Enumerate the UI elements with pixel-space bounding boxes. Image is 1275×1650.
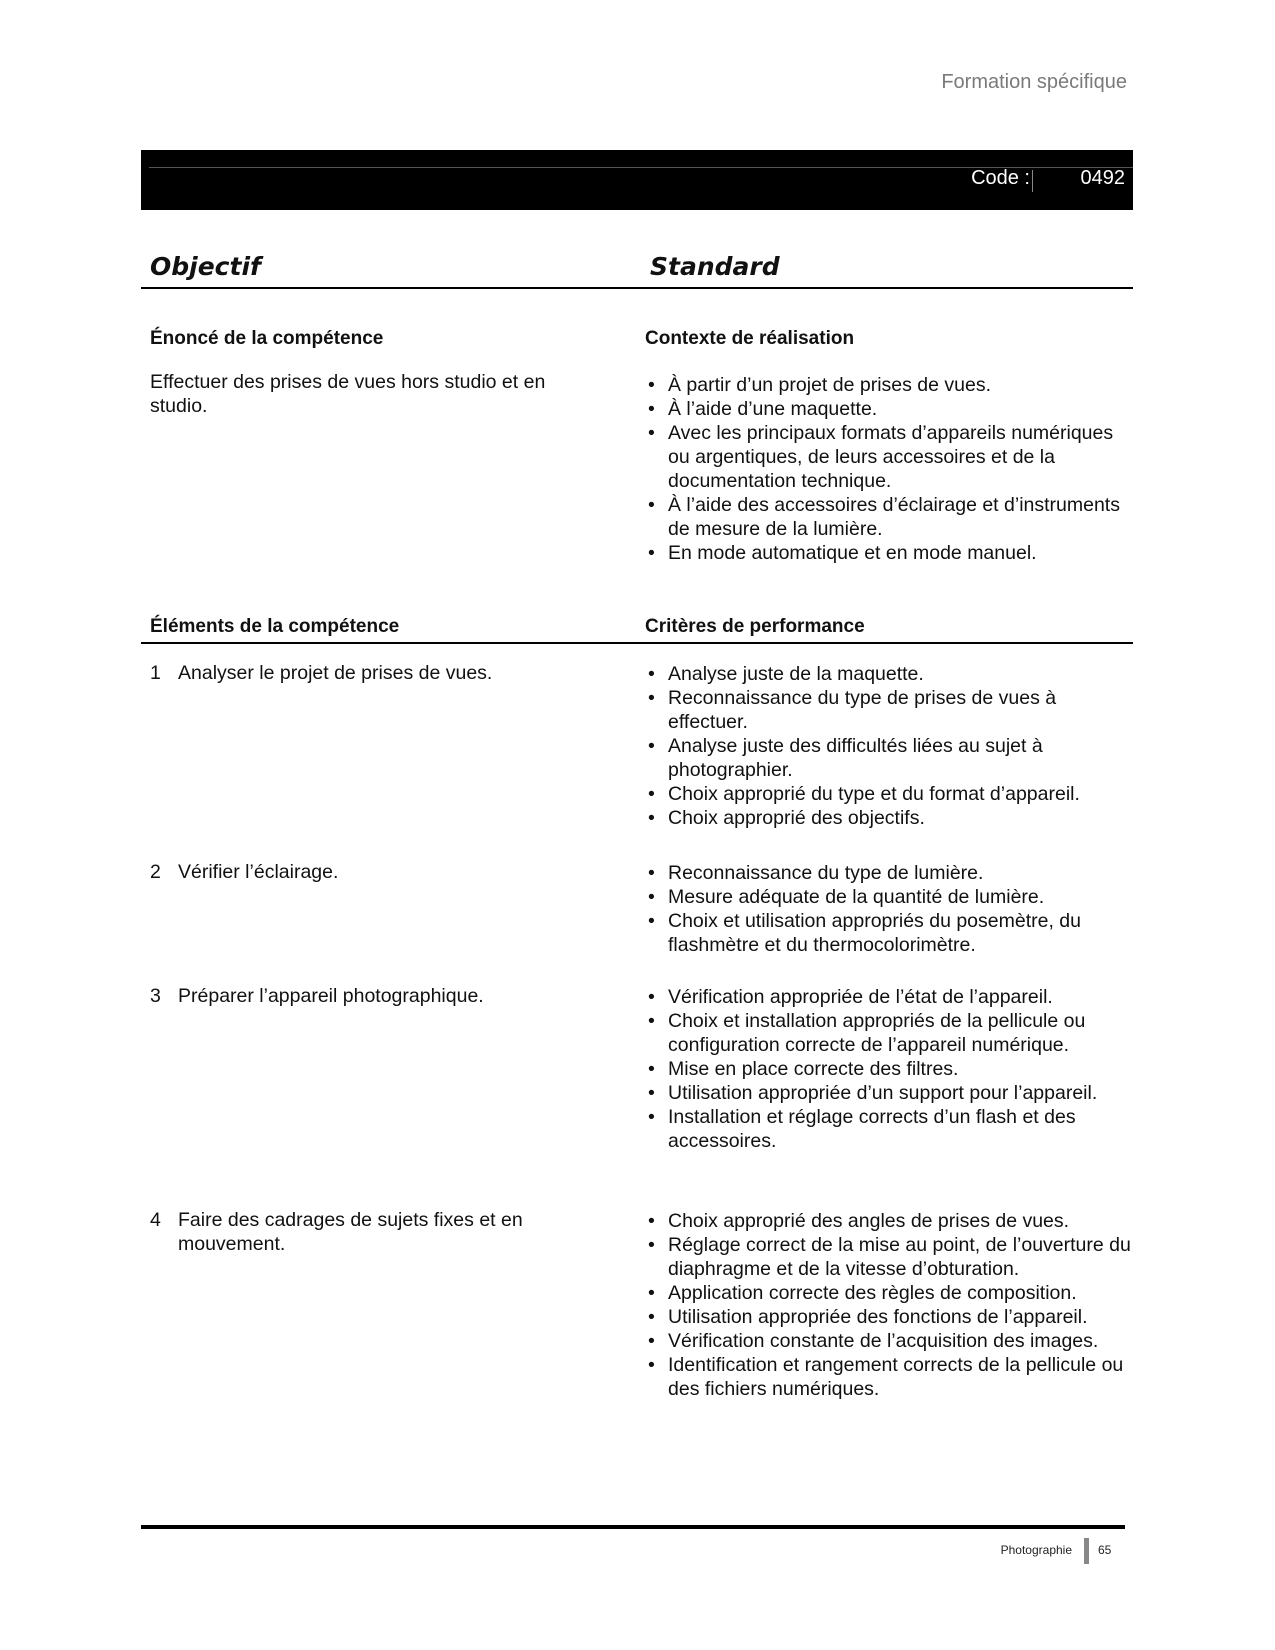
list-item: • Choix et utilisation appropriés du posemètre, du flashmètre et du thermocolorimètre. xyxy=(648,910,1081,956)
list-item: • À l’aide des accessoires d’éclairage et d’instruments de mesure de la lumière. xyxy=(648,494,1120,540)
section-header: Formation spécifique xyxy=(941,71,1127,93)
list-item: • Réglage correct de la mise au point, de l’ouverture du diaphragme et de la vitesse d’obturation. xyxy=(648,1234,1131,1280)
contexte-list xyxy=(645,373,1135,565)
element-4 xyxy=(150,1208,605,1256)
code-separator xyxy=(1032,170,1033,192)
list-item: • Reconnaissance du type de lumière. xyxy=(648,862,984,884)
list-item: • Analyse juste des difficultés liées au sujet à photographier. xyxy=(648,735,1043,781)
contexte-block xyxy=(645,328,1135,565)
code-label: Code : xyxy=(971,167,1030,189)
list-item: • À l’aide d’une maquette. xyxy=(648,398,878,420)
list-item: • Utilisation appropriée d’un support pour l’appareil. xyxy=(648,1082,1098,1104)
competence-text: Effectuer des prises de vues hors studio et en studio. xyxy=(150,371,546,417)
list-item: • En mode automatique et en mode manuel. xyxy=(648,542,1037,564)
element-text: Préparer l’appareil photographique. xyxy=(178,985,484,1007)
footer-program: Photographie xyxy=(1000,1543,1072,1557)
list-item: • Utilisation appropriée des fonctions de l’appareil. xyxy=(648,1306,1088,1328)
list-item: • Choix approprié du type et du format d’appareil. xyxy=(648,783,1080,805)
criteria-heading: Critères de performance xyxy=(645,616,865,637)
element-2 xyxy=(150,860,605,884)
code-value: 0492 xyxy=(1080,167,1125,189)
element-number: 3 xyxy=(150,985,161,1007)
contexte-heading: Contexte de réalisation xyxy=(645,328,855,349)
criteria-headings xyxy=(141,614,1133,644)
element-1 xyxy=(150,661,605,685)
list-item: • Reconnaissance du type de prises de vues à effectuer. xyxy=(648,687,1057,733)
footer-rule xyxy=(141,1525,1125,1529)
criteria-2 xyxy=(645,861,1135,957)
element-text: Faire des cadrages de sujets fixes et en mouvement. xyxy=(178,1209,523,1255)
list-item: • Vérification constante de l’acquisition des images. xyxy=(648,1330,1099,1352)
element-text: Vérifier l’éclairage. xyxy=(178,861,339,883)
page-number: 65 xyxy=(1098,1543,1112,1557)
list-item: • Choix approprié des objectifs. xyxy=(648,807,925,829)
competence-block xyxy=(150,328,605,418)
criteria-1 xyxy=(645,662,1135,830)
list-item: • Choix et installation appropriés de la pellicule ou configuration correcte de l’appareil numérique. xyxy=(648,1010,1086,1056)
list-item: • Application correcte des règles de composition. xyxy=(648,1282,1077,1304)
list-item: • Choix approprié des angles de prises de vues. xyxy=(648,1210,1070,1232)
criteria-4 xyxy=(645,1209,1135,1401)
element-number: 4 xyxy=(150,1209,161,1231)
elements-heading: Éléments de la compétence xyxy=(150,616,400,637)
list-item: • Mise en place correcte des filtres. xyxy=(648,1058,959,1080)
list-item: • Avec les principaux formats d’appareils numériques ou argentiques, de leurs accessoires et de la documentation technique. xyxy=(648,422,1114,492)
title-objectif: Objectif xyxy=(150,252,261,281)
list-item: • Vérification appropriée de l’état de l’appareil. xyxy=(648,986,1053,1008)
footer-separator xyxy=(1084,1538,1089,1564)
element-number: 2 xyxy=(150,861,161,883)
list-item: • Mesure adéquate de la quantité de lumière. xyxy=(648,886,1045,908)
code-bar xyxy=(141,150,1133,210)
criteria-3 xyxy=(645,985,1135,1153)
column-titles xyxy=(141,252,1133,289)
list-item: • À partir d’un projet de prises de vues. xyxy=(648,374,992,396)
element-3 xyxy=(150,984,605,1008)
element-text: Analyser le projet de prises de vues. xyxy=(178,662,493,684)
list-item: • Installation et réglage corrects d’un flash et des accessoires. xyxy=(648,1106,1076,1152)
list-item: • Analyse juste de la maquette. xyxy=(648,663,924,685)
competence-heading: Énoncé de la compétence xyxy=(150,328,384,349)
element-number: 1 xyxy=(150,662,161,684)
title-standard: Standard xyxy=(650,252,780,281)
list-item: • Identification et rangement corrects de la pellicule ou des fichiers numériques. xyxy=(648,1354,1124,1400)
